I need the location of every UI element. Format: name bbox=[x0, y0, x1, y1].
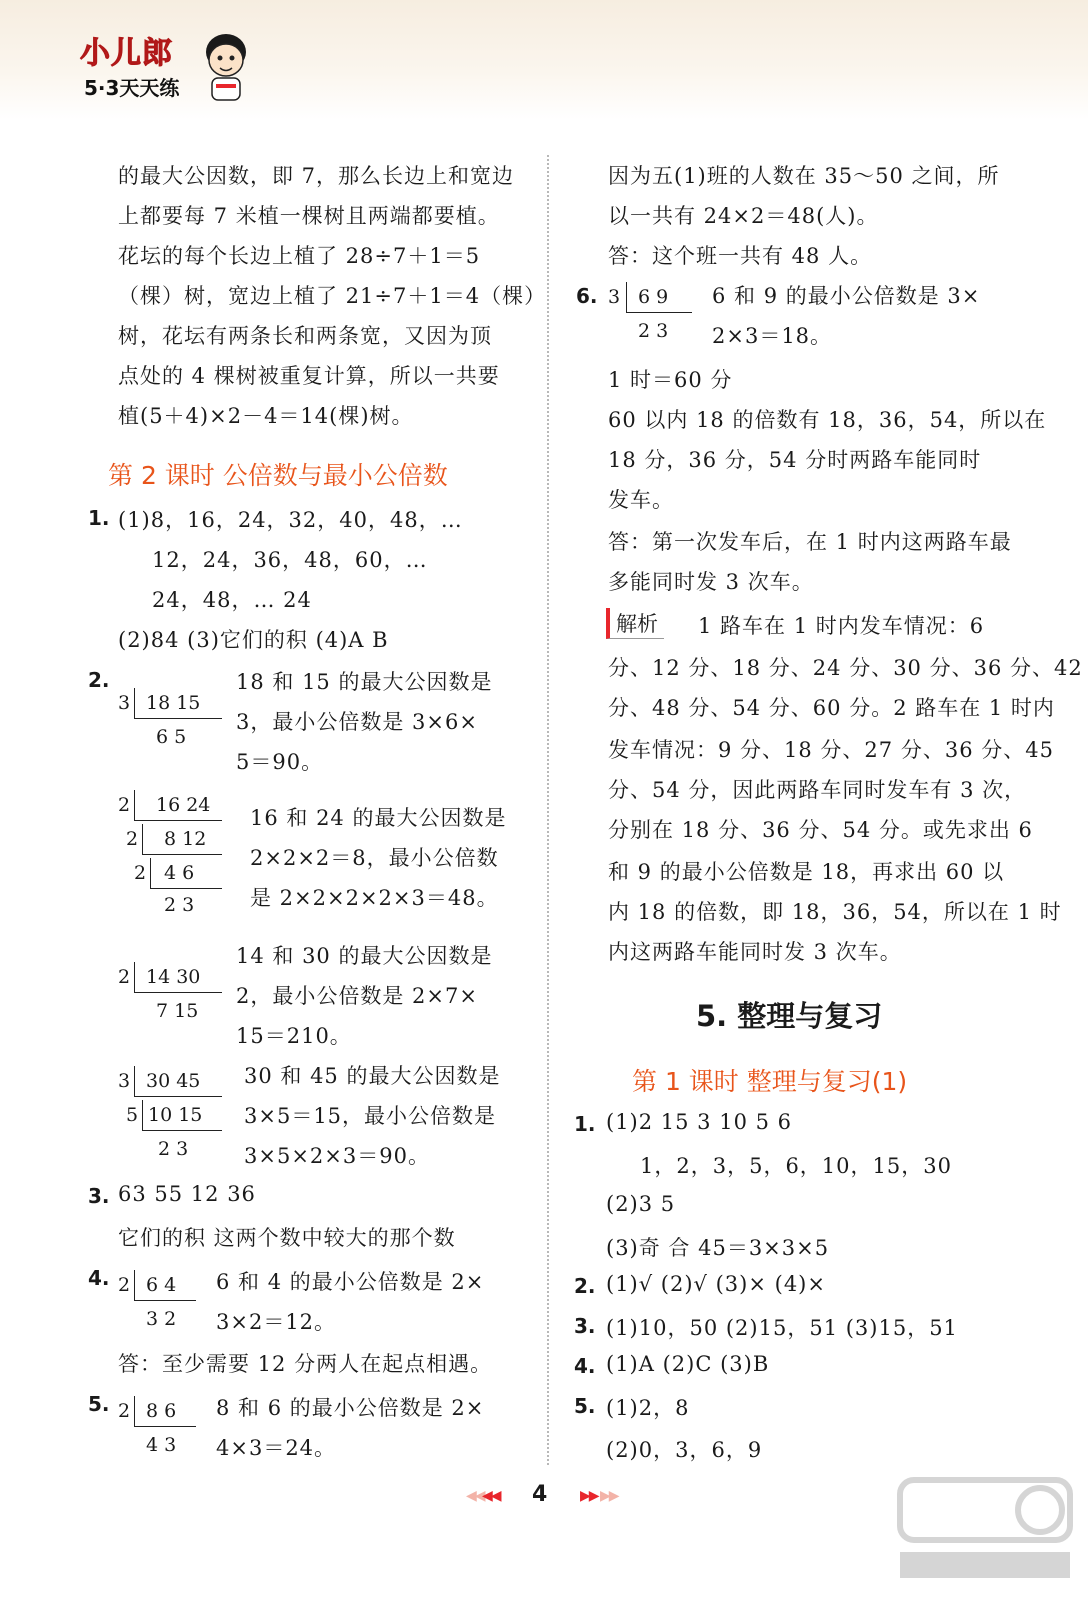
text-line: 18 分，36 分，54 分时两路车能同时 bbox=[608, 448, 982, 472]
dividend-row: 14 30 bbox=[146, 966, 201, 988]
question-number: 5. bbox=[574, 1394, 596, 1418]
answer-line: 它们的积 这两个数中较大的那个数 bbox=[118, 1226, 456, 1250]
answer-line: 18 和 15 的最大公因数是 bbox=[236, 670, 493, 694]
dividend-row: 8 6 bbox=[146, 1400, 177, 1422]
brand-logo bbox=[80, 28, 270, 108]
text-line: 答：这个班一共有 48 人。 bbox=[608, 244, 873, 268]
quotient-row: 6 5 bbox=[156, 726, 187, 748]
analysis-line: 和 9 的最小公倍数是 18，再求出 60 以 bbox=[608, 860, 1005, 884]
quotient-row: 8 12 bbox=[164, 828, 207, 850]
divisor: 5 bbox=[126, 1104, 139, 1126]
watermark-icon bbox=[890, 1470, 1080, 1590]
answer-line: 12，24，36，48，60，… bbox=[152, 548, 428, 572]
answer-line: 答：至少需要 12 分两人在起点相遇。 bbox=[118, 1352, 493, 1376]
answer-line: 16 和 24 的最大公因数是 bbox=[250, 806, 507, 830]
text-line: 花坛的每个长边上植了 28÷7＋1＝5 bbox=[118, 244, 481, 268]
divisor: 2 bbox=[126, 828, 139, 850]
question-number: 6. bbox=[576, 284, 598, 308]
text-line: 的最大公因数，即 7，那么长边上和宽边 bbox=[118, 164, 515, 188]
answer-line: 6 和 9 的最小公倍数是 3× bbox=[712, 284, 981, 308]
question-number: 4. bbox=[574, 1354, 596, 1378]
answer-line: 1，2，3，5，6，10，15，30 bbox=[640, 1154, 952, 1178]
question-number: 1. bbox=[88, 506, 110, 530]
question-number: 1. bbox=[574, 1112, 596, 1136]
answer-line: 15＝210。 bbox=[236, 1024, 352, 1048]
quotient-row: 2 3 bbox=[158, 1138, 189, 1160]
short-division bbox=[118, 960, 228, 1024]
answer-line: (1)2，8 bbox=[606, 1396, 690, 1420]
text-line: 答：第一次发车后，在 1 时内这两路车最 bbox=[608, 530, 1012, 554]
answer-line: (1)√ (2)√ (3)× (4)× bbox=[606, 1272, 826, 1296]
short-division bbox=[608, 280, 704, 344]
question-number: 4. bbox=[88, 1266, 110, 1290]
answer-line: (1)A (2)C (3)B bbox=[606, 1352, 770, 1376]
section-title: 5. 整理与复习 bbox=[696, 999, 883, 1033]
answer-line: 是 2×2×2×2×3＝48。 bbox=[250, 886, 499, 910]
analysis-line: 内这两路车能同时发 3 次车。 bbox=[608, 940, 902, 964]
analysis-label: 解析 bbox=[606, 608, 664, 639]
answer-line: 63 55 12 36 bbox=[118, 1182, 256, 1206]
short-division bbox=[118, 686, 228, 750]
short-division bbox=[118, 1064, 238, 1162]
text-line: 多能同时发 3 次车。 bbox=[608, 570, 814, 594]
analysis-line: 内 18 的倍数，即 18，36，54，所以在 1 时 bbox=[608, 900, 1062, 924]
text-line: 发车。 bbox=[608, 488, 674, 512]
dividend-row: 16 24 bbox=[156, 794, 211, 816]
answer-line: 2，最小公倍数是 2×7× bbox=[236, 984, 478, 1008]
answer-line: 2×2×2＝8，最小公倍数 bbox=[250, 846, 499, 870]
answer-line: 2×3＝18。 bbox=[712, 324, 833, 348]
divisor: 3 bbox=[608, 286, 621, 308]
analysis-line: 分、48 分、54 分、60 分。2 路车在 1 时内 bbox=[608, 696, 1055, 720]
short-division bbox=[118, 1394, 208, 1458]
text-line: 以一共有 24×2＝48(人)。 bbox=[608, 204, 879, 228]
next-arrow-icon: ▶▶ bbox=[580, 1488, 598, 1504]
dividend-row: 30 45 bbox=[146, 1070, 201, 1092]
text-line: 上都要每 7 米植一棵树且两端都要植。 bbox=[118, 204, 500, 228]
answer-line: (2)0，3，6，9 bbox=[606, 1438, 763, 1462]
short-division bbox=[118, 1268, 208, 1332]
divisor: 2 bbox=[118, 966, 131, 988]
answer-line: (2)84 (3)它们的积 (4)A B bbox=[118, 628, 389, 652]
question-number: 2. bbox=[574, 1274, 596, 1298]
text-line: 1 时＝60 分 bbox=[608, 368, 733, 392]
divisor: 3 bbox=[118, 1070, 131, 1092]
answer-line: 3×2＝12。 bbox=[216, 1310, 337, 1334]
analysis-line: 分别在 18 分、36 分、54 分。或先求出 6 bbox=[608, 818, 1033, 842]
quotient-row: 4 3 bbox=[146, 1434, 177, 1456]
question-number: 3. bbox=[88, 1184, 110, 1208]
answer-line: (1)2 15 3 10 5 6 bbox=[606, 1110, 793, 1134]
answer-line: 14 和 30 的最大公因数是 bbox=[236, 944, 493, 968]
quotient-row: 2 3 bbox=[638, 320, 669, 342]
quotient-row: 3 2 bbox=[146, 1308, 177, 1330]
answer-line: 24，48，… 24 bbox=[152, 588, 312, 612]
quotient-row: 4 6 bbox=[164, 862, 195, 884]
analysis-line: 分、12 分、18 分、24 分、30 分、36 分、42 bbox=[608, 656, 1083, 680]
lesson-title: 第 2 课时 公倍数与最小公倍数 bbox=[108, 461, 448, 490]
question-number: 5. bbox=[88, 1392, 110, 1416]
divisor: 2 bbox=[134, 862, 147, 884]
dividend-row: 6 4 bbox=[146, 1274, 177, 1296]
divisor: 2 bbox=[118, 1400, 131, 1422]
page-number: 4 bbox=[532, 1482, 548, 1507]
brand-name: 小儿郎 bbox=[80, 36, 173, 71]
quotient-row: 10 15 bbox=[148, 1104, 203, 1126]
text-line: 因为五(1)班的人数在 35～50 之间，所 bbox=[608, 164, 1000, 188]
prev-arrow-icon: ◀◀ bbox=[482, 1488, 500, 1504]
divisor: 2 bbox=[118, 1274, 131, 1296]
answer-line: 8 和 6 的最小公倍数是 2× bbox=[216, 1396, 485, 1420]
answer-line: (1)8，16，24，32，40，48，… bbox=[118, 508, 463, 532]
text-line: 树，花坛有两条长和两条宽，又因为顶 bbox=[118, 324, 492, 348]
divisor: 2 bbox=[118, 794, 131, 816]
answer-line: 3×5＝15，最小公倍数是 bbox=[244, 1104, 497, 1128]
mascot-icon bbox=[198, 30, 254, 104]
answer-line: 5＝90。 bbox=[236, 750, 324, 774]
short-division bbox=[118, 788, 238, 918]
dividend-row: 6 9 bbox=[638, 286, 669, 308]
dividend-row: 18 15 bbox=[146, 692, 201, 714]
question-number: 3. bbox=[574, 1314, 596, 1338]
answer-line: (3)奇 合 45＝3×3×5 bbox=[606, 1236, 830, 1260]
text-line: 植(5＋4)×2－4＝14(棵)树。 bbox=[118, 404, 414, 428]
answer-line: (1)10，50 (2)15，51 (3)15，51 bbox=[606, 1316, 958, 1340]
analysis-line: 1 路车在 1 时内发车情况：6 bbox=[698, 614, 985, 638]
analysis-line: 发车情况：9 分、18 分、27 分、36 分、45 bbox=[608, 738, 1054, 762]
text-line: 点处的 4 棵树被重复计算，所以一共要 bbox=[118, 364, 500, 388]
answer-line: 3×5×2×3＝90。 bbox=[244, 1144, 430, 1168]
quotient-row: 7 15 bbox=[156, 1000, 199, 1022]
lesson-title: 第 1 课时 整理与复习(1) bbox=[632, 1067, 908, 1096]
answer-line: 30 和 45 的最大公因数是 bbox=[244, 1064, 501, 1088]
answer-line: (2)3 5 bbox=[606, 1192, 676, 1216]
question-number: 2. bbox=[88, 668, 110, 692]
series-name: 5·3天天练 bbox=[84, 76, 180, 100]
divisor: 3 bbox=[118, 692, 131, 714]
next-arrows-icon: ▶▶ bbox=[600, 1488, 618, 1504]
answer-line: 6 和 4 的最小公倍数是 2× bbox=[216, 1270, 485, 1294]
column-divider bbox=[547, 155, 549, 1465]
text-line: 60 以内 18 的倍数有 18，36，54，所以在 bbox=[608, 408, 1047, 432]
text-line: （棵）树，宽边上植了 21÷7＋1＝4（棵） bbox=[118, 284, 547, 308]
quotient-row: 2 3 bbox=[164, 894, 195, 916]
answer-line: 4×3＝24。 bbox=[216, 1436, 337, 1460]
prev-arrows-icon: ◀◀ bbox=[466, 1488, 484, 1504]
analysis-line: 分、54 分，因此两路车同时发车有 3 次， bbox=[608, 778, 1027, 802]
answer-line: 3，最小公倍数是 3×6× bbox=[236, 710, 478, 734]
